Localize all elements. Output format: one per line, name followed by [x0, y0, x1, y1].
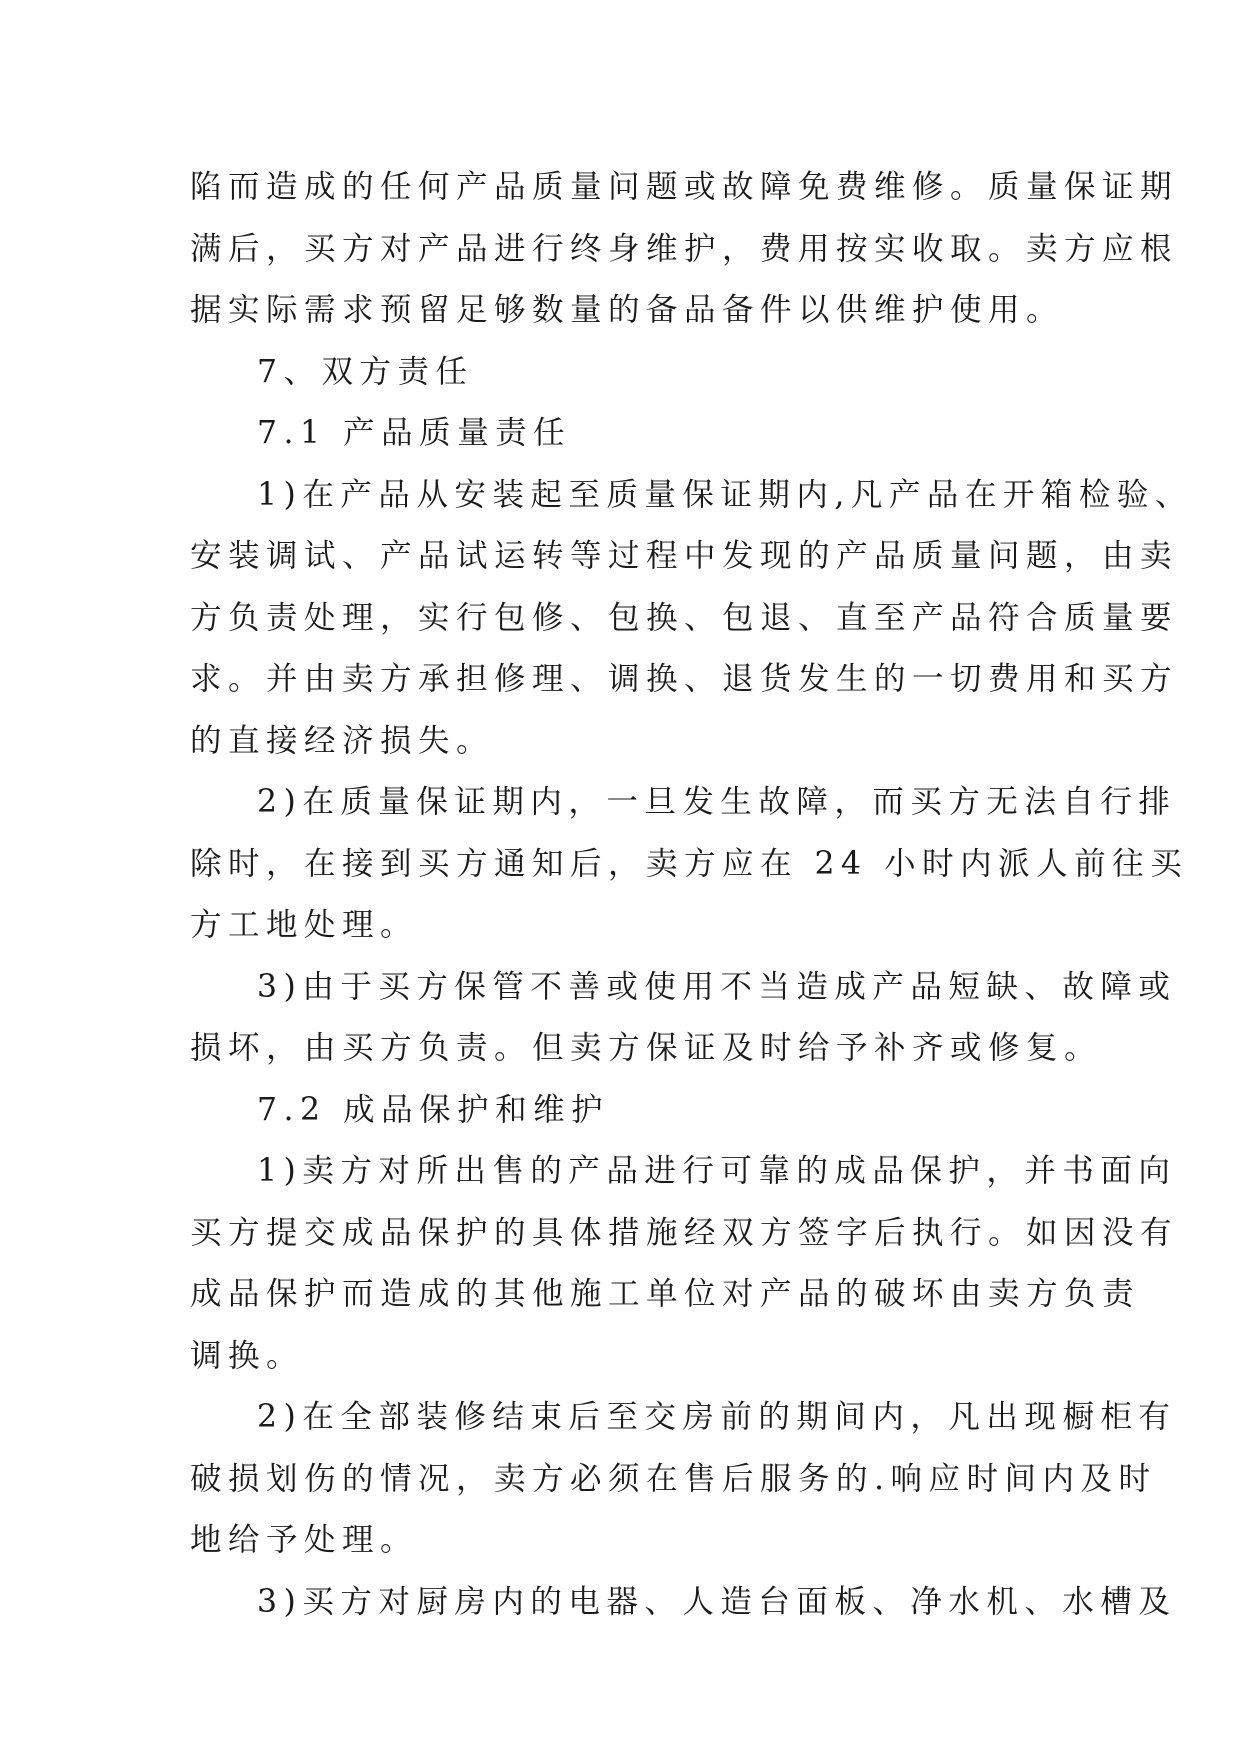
text-line: 2)在全部装修结束后至交房前的期间内，凡出现橱柜有	[257, 1399, 1177, 1435]
text-line: 方工地处理。	[190, 907, 419, 943]
text-line: 7.2 成品保护和维护	[257, 1091, 610, 1128]
text-line: 成品保护而造成的其他施工单位对产品的破坏由卖方负责	[190, 1276, 1141, 1312]
paragraph	[190, 403, 1060, 465]
text-line: 7.1 产品质量责任	[257, 415, 572, 451]
paragraph	[190, 772, 1189, 957]
text-line: 的直接经济损失。	[190, 722, 495, 759]
text-line: 方负责处理，实行包修、包换、包退、直至产品符合质量要	[190, 599, 1179, 636]
text-line: 买方提交成品保护的具体措施经双方签字后执行。如因没有	[190, 1214, 1179, 1251]
text-line: 调换。	[190, 1337, 305, 1374]
text-line: 除时，在接到买方通知后，卖方应在 24 小时内派人前往买	[190, 845, 1189, 882]
text-line: 2)在质量保证期内，一旦发生故障，而买方无法自行排	[257, 784, 1177, 820]
paragraph	[190, 957, 1177, 1080]
text-line: 满后，买方对产品进行终身维护，费用按实收取。卖方应根	[190, 230, 1179, 267]
text-line: 求。并由卖方承担修理、调换、退货发生的一切费用和买方	[190, 661, 1179, 697]
paragraph	[190, 1572, 1177, 1634]
text-line: 1)卖方对所出售的产品进行可靠的成品保护，并书面向	[257, 1153, 1177, 1189]
paragraph	[190, 1141, 1179, 1387]
paragraph	[190, 157, 1179, 342]
text-line: 1)在产品从安装起至质量保证期内,凡产品在开箱检验、	[257, 476, 1193, 513]
text-line: 7、双方责任	[257, 353, 474, 390]
text-line: 安装调试、产品试运转等过程中发现的产品质量问题，由卖	[190, 538, 1179, 574]
text-line: 据实际需求预留足够数量的备品备件以供维护使用。	[190, 292, 1065, 328]
document-page	[190, 157, 1193, 1633]
paragraph	[190, 1387, 1177, 1572]
paragraph	[190, 465, 1193, 773]
text-line: 破损划伤的情况，卖方必须在售后服务的.响应时间内及时	[190, 1460, 1157, 1497]
text-line: 3)由于买方保管不善或使用不当造成产品短缺、故障或	[257, 968, 1177, 1005]
text-line: 陷而造成的任何产品质量问题或故障免费维修。质量保证期	[190, 169, 1179, 205]
text-line: 3)买方对厨房内的电器、人造台面板、净水机、水槽及	[257, 1583, 1177, 1620]
text-line: 损坏，由买方负责。但卖方保证及时给予补齐或修复。	[190, 1030, 1103, 1066]
text-line: 地给予处理。	[190, 1522, 419, 1558]
paragraph	[190, 1080, 1060, 1142]
paragraph	[190, 342, 1060, 404]
